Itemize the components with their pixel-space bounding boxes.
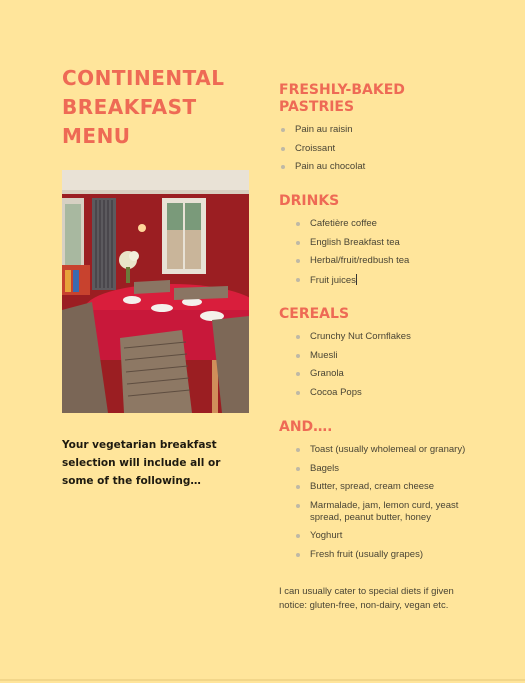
heading-line: PASTRIES xyxy=(279,99,355,115)
list-item: Butter, spread, cream cheese xyxy=(279,481,479,493)
list-item: Granola xyxy=(279,368,479,380)
dining-room-illustration xyxy=(62,170,249,413)
list-item: Pain au raisin xyxy=(279,124,479,136)
dining-room-photo xyxy=(62,170,249,413)
intro-text: Your vegetarian breakfast selection will include all or some of the following… xyxy=(62,439,221,487)
section-heading xyxy=(279,193,479,210)
heading-line: AND…. xyxy=(279,419,333,435)
item-text[interactable]: Fruit juices xyxy=(310,274,356,286)
page-bottom-edge xyxy=(0,679,525,681)
section-heading xyxy=(279,306,479,323)
item-list xyxy=(279,124,479,173)
title-line: CONTINENTAL xyxy=(62,66,225,90)
list-item: Cocoa Pops xyxy=(279,387,479,399)
list-item: Muesli xyxy=(279,350,479,362)
title-line: MENU xyxy=(62,124,131,148)
heading-line: FRESHLY-BAKED xyxy=(279,82,405,98)
menu-title xyxy=(62,64,252,151)
section-pastries xyxy=(279,82,479,180)
list-item: Croissant xyxy=(279,143,479,155)
list-item: Yoghurt xyxy=(279,530,479,542)
list-item: Herbal/fruit/redbush tea xyxy=(279,255,479,267)
special-diets-note: I can usually cater to special diets if given notice: gluten-free, non-dairy, vegan etc. xyxy=(279,586,454,611)
list-item: English Breakfast tea xyxy=(279,237,479,249)
title-line: BREAKFAST xyxy=(62,95,197,119)
list-item: Toast (usually wholemeal or granary) xyxy=(279,444,479,456)
list-item: Pain au chocolat xyxy=(279,161,479,173)
item-list xyxy=(279,331,479,399)
section-drinks xyxy=(279,193,479,293)
list-item: Bagels xyxy=(279,463,479,475)
list-item: Cafetière coffee xyxy=(279,218,479,230)
list-item: Crunchy Nut Cornflakes xyxy=(279,331,479,343)
text-cursor xyxy=(356,274,357,285)
item-list xyxy=(279,218,479,287)
section-heading xyxy=(279,419,479,436)
heading-line: DRINKS xyxy=(279,193,340,209)
list-item: Fresh fruit (usually grapes) xyxy=(279,549,479,561)
list-item[interactable] xyxy=(279,274,479,287)
section-and xyxy=(279,419,479,567)
title-block xyxy=(62,64,252,151)
section-cereals xyxy=(279,306,479,405)
heading-line: CEREALS xyxy=(279,306,350,322)
section-heading xyxy=(279,82,479,116)
item-list xyxy=(279,444,479,561)
list-item: Marmalade, jam, lemon curd, yeast spread, peanut butter, honey xyxy=(279,500,479,524)
